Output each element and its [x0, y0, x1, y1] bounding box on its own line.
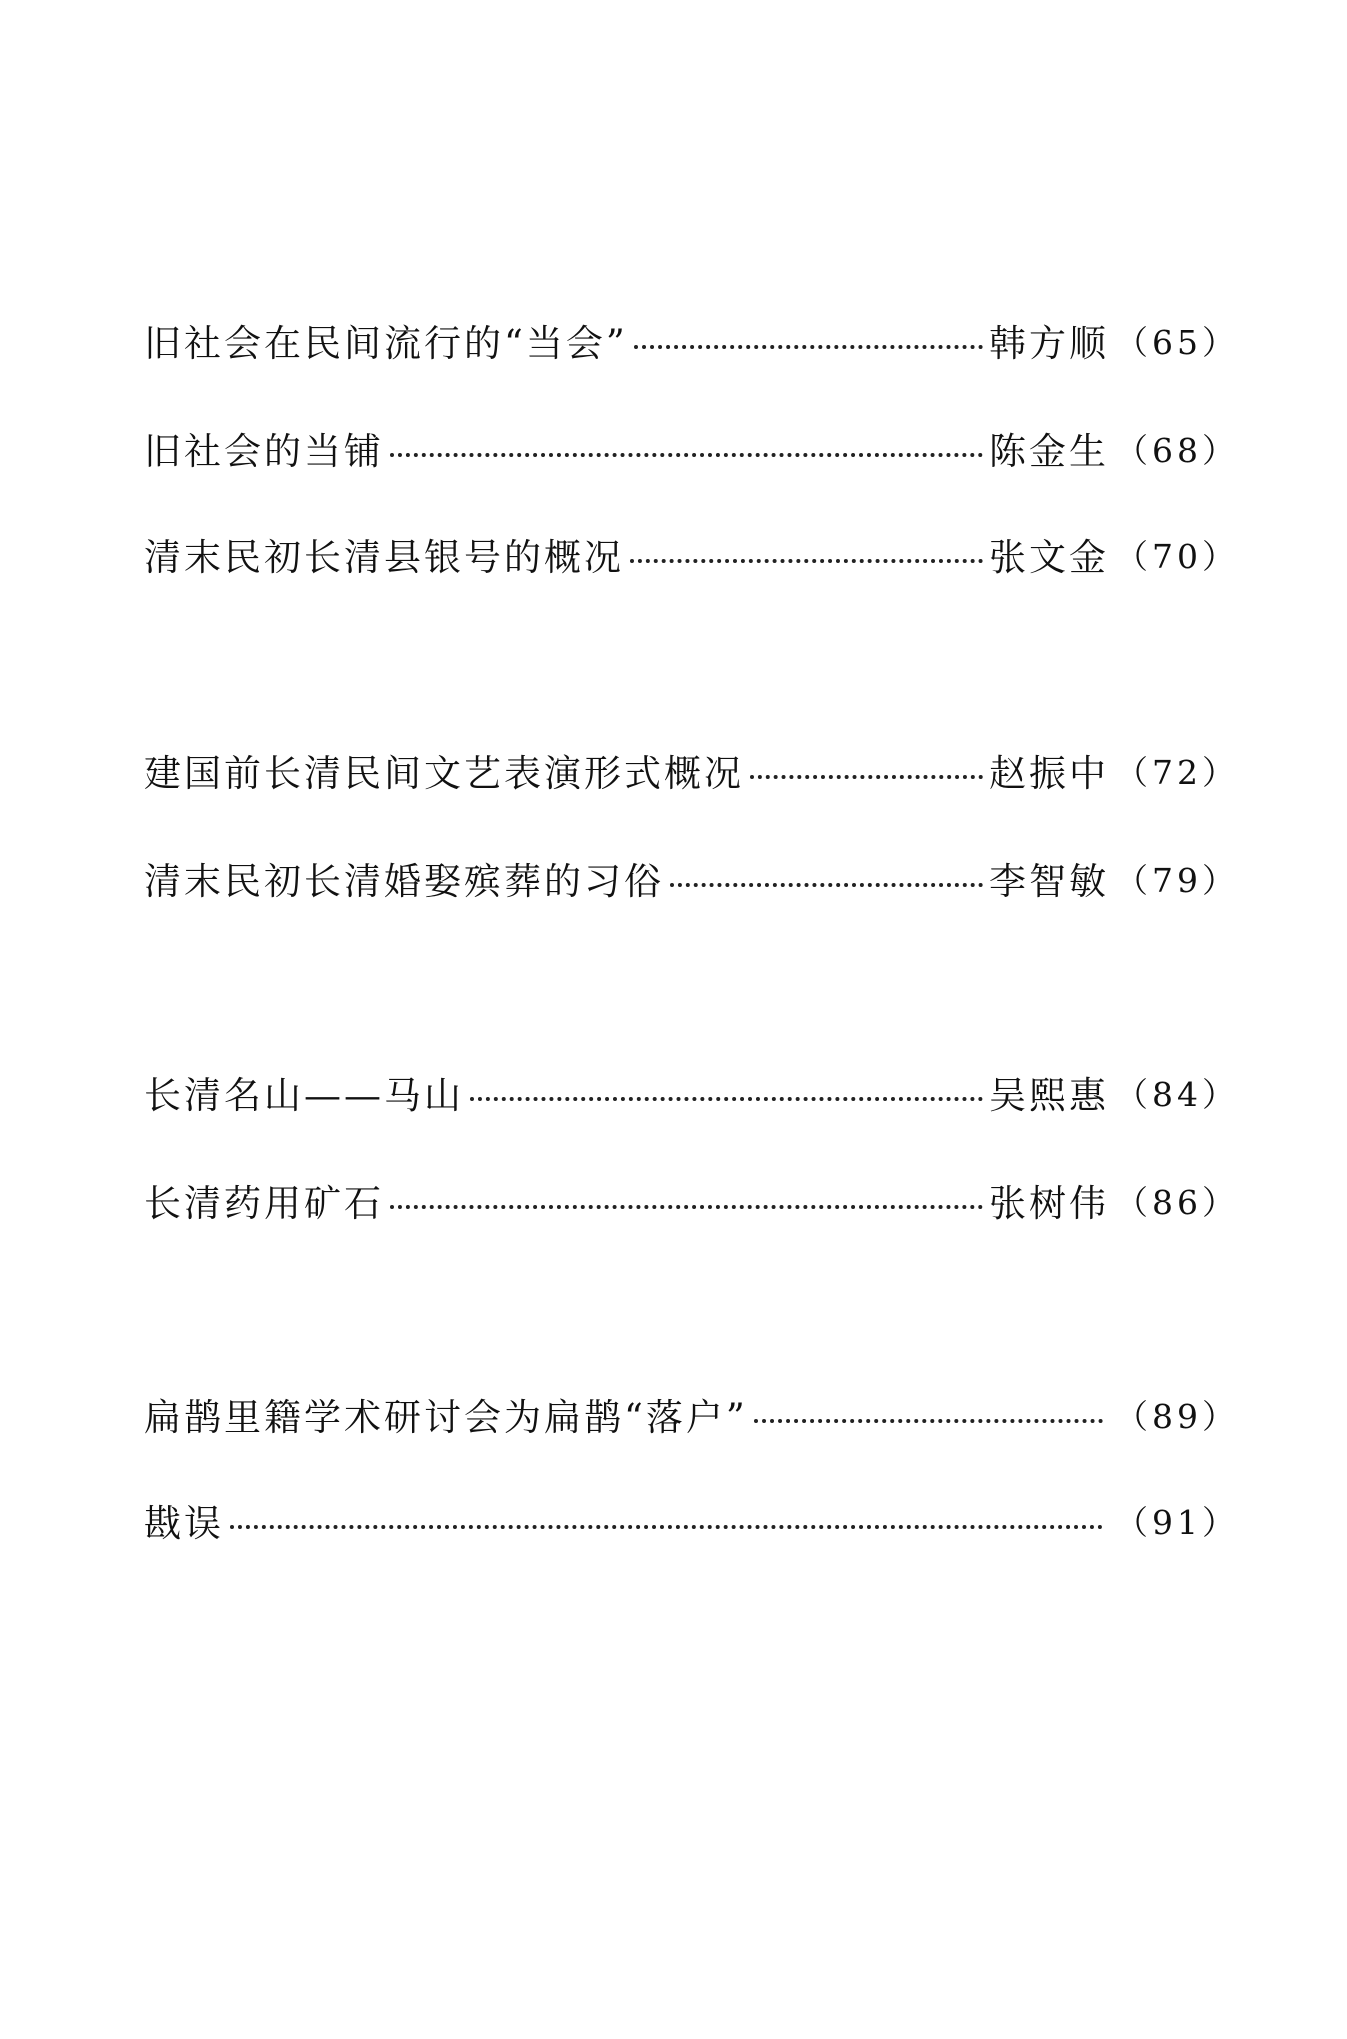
entry-page-number: （68）	[1115, 430, 1239, 470]
entry-title: 旧社会的当铺	[144, 430, 384, 473]
toc-entry[interactable]	[144, 310, 1239, 370]
entry-title: 建国前长清民间文艺表演形式概况	[144, 752, 744, 795]
entry-page-number: （70）	[1115, 536, 1239, 576]
entry-page-number: （79）	[1115, 860, 1239, 900]
toc-entry[interactable]	[144, 740, 1239, 800]
toc-entry[interactable]	[144, 848, 1239, 908]
dot-leader	[470, 1097, 983, 1101]
entry-title: 旧社会在民间流行的“当会”	[144, 322, 628, 365]
dot-leader	[630, 559, 983, 563]
dot-leader	[670, 883, 983, 887]
toc-entry[interactable]	[144, 1490, 1239, 1550]
entry-author: 赵振中	[989, 752, 1109, 795]
entry-author: 韩方顺	[989, 322, 1109, 365]
toc-entry[interactable]	[144, 418, 1239, 478]
entry-page-number: （89）	[1115, 1396, 1239, 1436]
entry-title: 戡误	[144, 1502, 224, 1545]
toc-entry[interactable]	[144, 1384, 1239, 1444]
entry-author: 李智敏	[989, 860, 1109, 903]
entry-author: 张树伟	[989, 1182, 1109, 1225]
dot-leader	[230, 1525, 1103, 1529]
entry-title: 长清名山——马山	[144, 1074, 464, 1117]
toc-entry[interactable]	[144, 524, 1239, 584]
entry-title: 长清药用矿石	[144, 1182, 384, 1225]
entry-page-number: （86）	[1115, 1182, 1239, 1222]
entry-page-number: （65）	[1115, 322, 1239, 362]
entry-author: 吴熙惠	[989, 1074, 1109, 1117]
dot-leader	[390, 453, 983, 457]
toc-entry[interactable]	[144, 1062, 1239, 1122]
entry-author: 陈金生	[989, 430, 1109, 473]
dot-leader	[390, 1205, 983, 1209]
entry-title: 清末民初长清县银号的概况	[144, 536, 624, 579]
dot-leader	[750, 775, 983, 779]
entry-author: 张文金	[989, 536, 1109, 579]
dot-leader	[634, 345, 983, 349]
entry-title: 清末民初长清婚娶殡葬的习俗	[144, 860, 664, 903]
entry-title: 扁鹊里籍学术研讨会为扁鹊“落户”	[144, 1396, 748, 1439]
dot-leader	[754, 1419, 1103, 1423]
entry-page-number: （72）	[1115, 752, 1239, 792]
entry-page-number: （84）	[1115, 1074, 1239, 1114]
toc-entry[interactable]	[144, 1170, 1239, 1230]
entry-page-number: （91）	[1115, 1502, 1239, 1542]
